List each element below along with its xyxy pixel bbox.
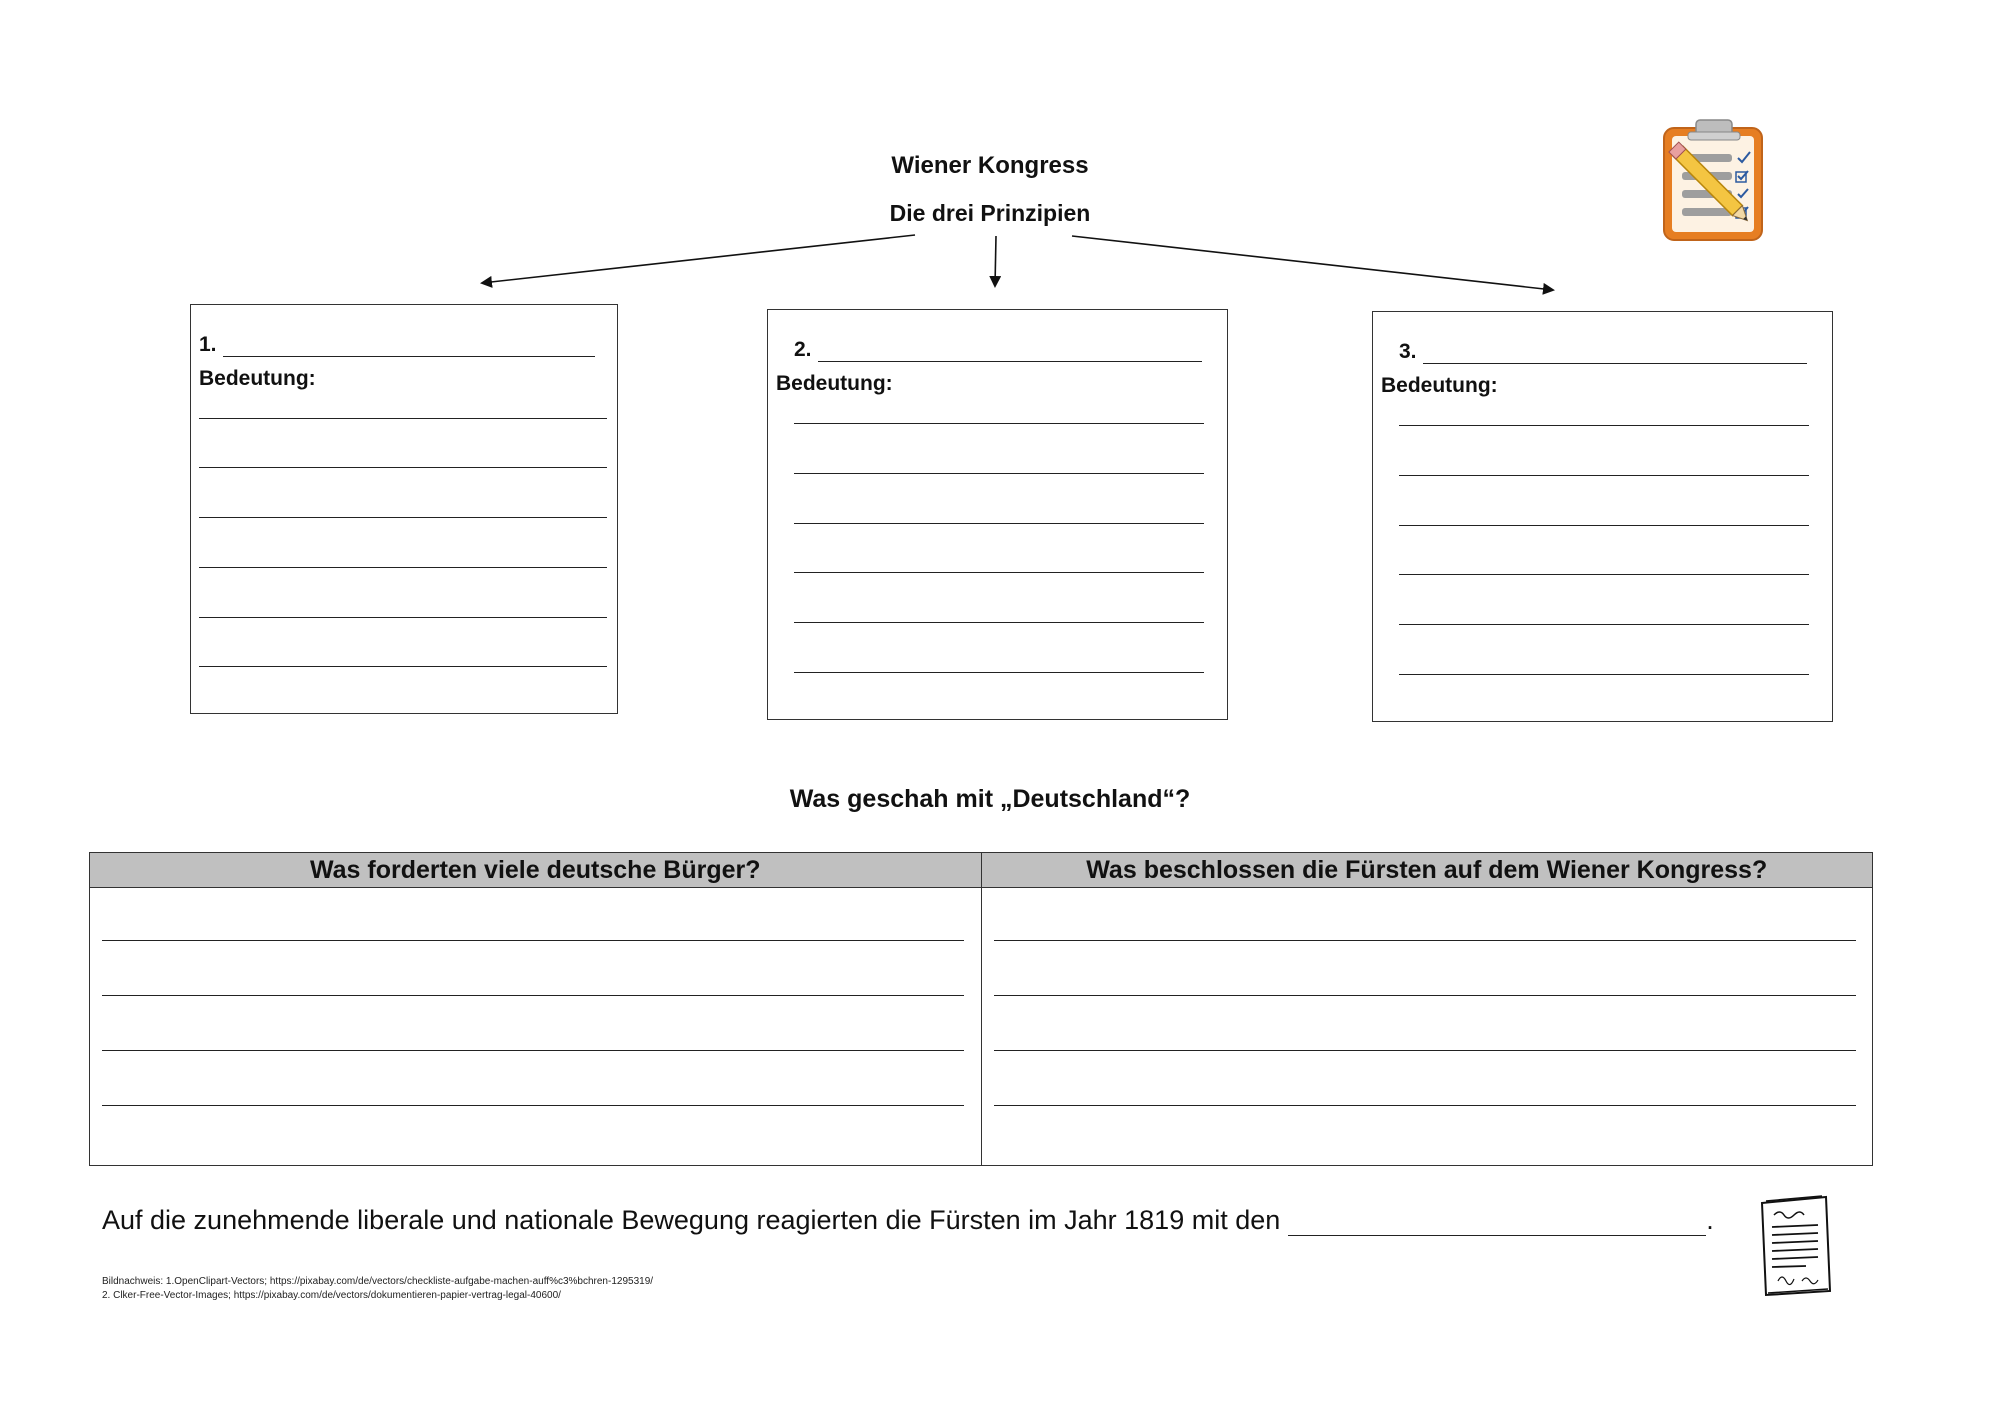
meaning-line[interactable] <box>199 617 607 618</box>
answer-line[interactable] <box>102 1050 964 1051</box>
meaning-label-1: Bedeutung: <box>199 367 316 390</box>
column-header-princes: Was beschlossen die Fürsten auf dem Wiener Kongress? <box>981 853 1873 888</box>
principle-box-1 <box>190 304 618 714</box>
principle-number-1: 1. <box>199 333 217 356</box>
meaning-line[interactable] <box>794 523 1204 524</box>
answer-line[interactable] <box>994 940 1856 941</box>
credit-line-1: Bildnachweis: 1.OpenClipart-Vectors; https://pixabay.com/de/vectors/checkliste-aufgabe-machen-auff%c3%bchren-1295319/ <box>102 1276 654 1287</box>
column-header-citizens: Was forderten viele deutsche Bürger? <box>90 853 982 888</box>
answer-line[interactable] <box>994 1050 1856 1051</box>
page-title: Wiener Kongress <box>891 152 1089 179</box>
meaning-line[interactable] <box>1399 475 1809 476</box>
page-subtitle: Die drei Prinzipien <box>889 200 1091 226</box>
footer-sentence-text: Auf die zunehmende liberale und nationale Bewegung reagierten die Fürsten im Jahr 1819 mit den <box>102 1205 1281 1235</box>
arrow-right <box>1072 236 1553 290</box>
answer-cell-citizens <box>90 888 982 1166</box>
germany-section-heading: Was geschah mit „Deutschland“? <box>789 785 1191 813</box>
meaning-line[interactable] <box>1399 624 1809 625</box>
meaning-label-3: Bedeutung: <box>1381 374 1498 397</box>
answer-cell-princes <box>981 888 1873 1166</box>
principle-box-2 <box>767 309 1228 720</box>
answer-line[interactable] <box>102 995 964 996</box>
meaning-line[interactable] <box>1399 525 1809 526</box>
arrow-left <box>482 235 915 283</box>
meaning-line[interactable] <box>794 622 1204 623</box>
answer-line[interactable] <box>102 940 964 941</box>
principle-name-blank-3[interactable] <box>1423 343 1807 364</box>
meaning-line[interactable] <box>794 423 1204 424</box>
answer-line[interactable] <box>102 1105 964 1106</box>
clipboard-checklist-icon <box>1652 118 1767 243</box>
meaning-line[interactable] <box>1399 674 1809 675</box>
meaning-line[interactable] <box>199 467 607 468</box>
image-credits <box>102 1275 653 1303</box>
principle-number-2: 2. <box>794 338 812 361</box>
meaning-line[interactable] <box>794 672 1204 673</box>
meaning-label-2: Bedeutung: <box>776 372 893 395</box>
table-header-row <box>90 853 1873 888</box>
meaning-line[interactable] <box>199 517 607 518</box>
meaning-line[interactable] <box>199 666 607 667</box>
footer-question <box>102 1205 1714 1236</box>
principle-name-blank-2[interactable] <box>818 341 1202 362</box>
arrow-center <box>995 236 996 286</box>
germany-table <box>89 852 1873 1166</box>
credit-line-2: 2. Clker-Free-Vector-Images; https://pixabay.com/de/vectors/dokumentieren-papier-vertrag-legal-40600/ <box>102 1290 561 1301</box>
answer-line[interactable] <box>994 995 1856 996</box>
footer-answer-blank[interactable] <box>1288 1209 1706 1236</box>
meaning-line[interactable] <box>1399 574 1809 575</box>
principle-box-3 <box>1372 311 1833 722</box>
table-answer-row <box>90 888 1873 1166</box>
meaning-line[interactable] <box>794 473 1204 474</box>
meaning-line[interactable] <box>1399 425 1809 426</box>
contract-document-icon <box>1756 1195 1836 1298</box>
answer-line[interactable] <box>994 1105 1856 1106</box>
footer-end-punctuation: . <box>1706 1205 1714 1235</box>
meaning-line[interactable] <box>199 418 607 419</box>
principle-name-blank-1[interactable] <box>223 336 595 357</box>
principle-number-3: 3. <box>1399 340 1417 363</box>
meaning-line[interactable] <box>199 567 607 568</box>
meaning-line[interactable] <box>794 572 1204 573</box>
